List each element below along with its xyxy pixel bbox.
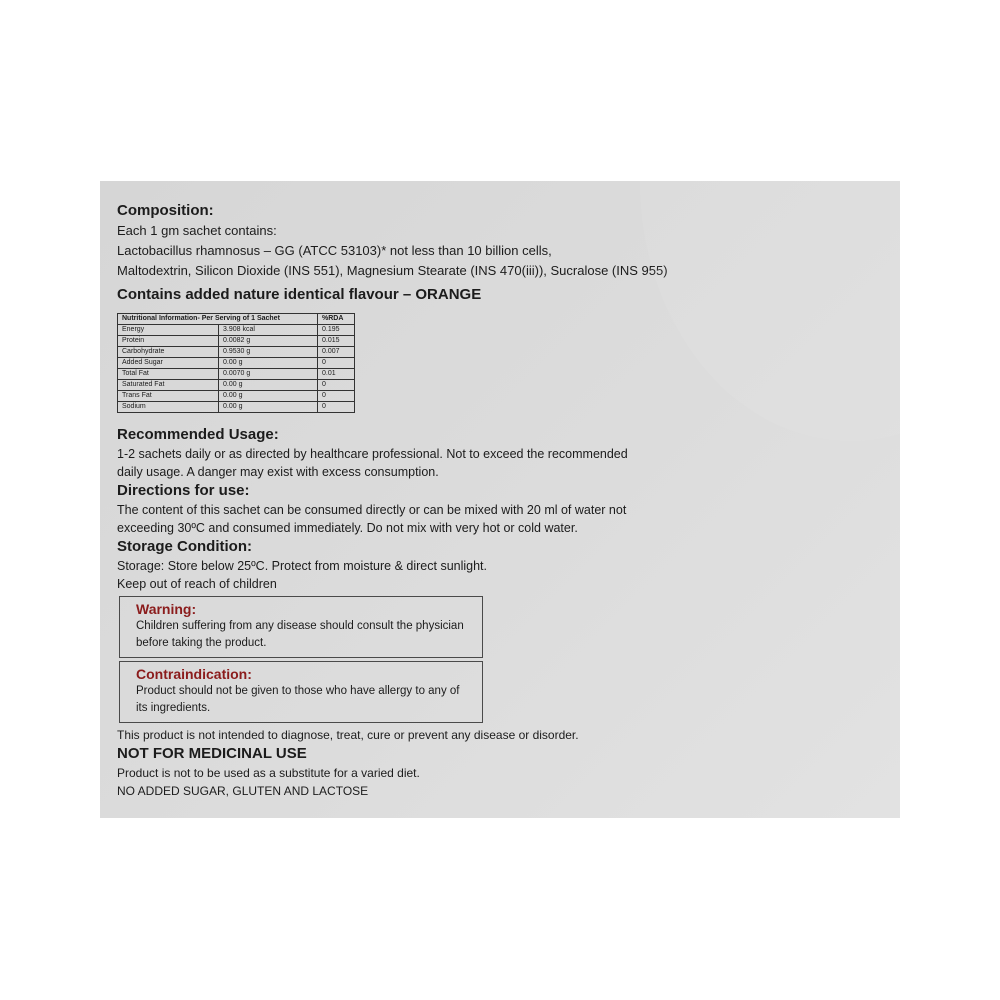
free-from-note: NO ADDED SUGAR, GLUTEN AND LACTOSE — [117, 784, 369, 798]
label-panel — [100, 181, 900, 818]
flavour-heading: Contains added nature identical flavour – ORANGE — [117, 286, 482, 303]
storage-line: Storage: Store below 25ºC. Protect from moisture & direct sunlight. — [117, 559, 488, 573]
nutrient-rda: 0 — [318, 391, 355, 402]
nutrient-value: 0.0070 g — [219, 369, 318, 380]
contraindication-line: Product should not be given to those who have allergy to any of — [136, 685, 460, 697]
nutrition-row — [118, 391, 355, 402]
composition-line: Each 1 gm sachet contains: — [117, 223, 277, 238]
composition-line: Lactobacillus rhamnosus – GG (ATCC 53103)* not less than 10 billion cells, — [117, 243, 552, 258]
nutrient-name: Energy — [118, 325, 219, 336]
nutrition-row — [118, 358, 355, 369]
nutrition-header-row — [118, 314, 355, 325]
nutrition-row — [118, 380, 355, 391]
warning-line: Children suffering from any disease should consult the physician — [136, 620, 464, 632]
nutrient-name: Added Sugar — [118, 358, 219, 369]
nutrition-row — [118, 336, 355, 347]
nutrient-name: Trans Fat — [118, 391, 219, 402]
nutrient-rda: 0.195 — [318, 325, 355, 336]
contraindication-line: its ingredients. — [136, 702, 211, 714]
nutrient-value: 0.0082 g — [219, 336, 318, 347]
nutrition-table — [117, 313, 355, 413]
warning-title: Warning: — [136, 601, 197, 617]
disclaimer: This product is not intended to diagnose, treat, cure or prevent any disease or disorder. — [117, 728, 579, 742]
usage-line: 1-2 sachets daily or as directed by healthcare professional. Not to exceed the recommended — [117, 447, 628, 461]
nutrient-value: 0.9530 g — [219, 347, 318, 358]
nutrient-value: 0.00 g — [219, 380, 318, 391]
nutrient-rda: 0.01 — [318, 369, 355, 380]
substitute-note: Product is not to be used as a substitute for a varied diet. — [117, 766, 420, 780]
label-content — [117, 201, 877, 800]
nutrient-rda: 0.007 — [318, 347, 355, 358]
nutrient-value: 3.908 kcal — [219, 325, 318, 336]
directions-heading: Directions for use: — [117, 482, 250, 499]
nutrient-value: 0.00 g — [219, 358, 318, 369]
nutrition-row — [118, 402, 355, 413]
usage-heading: Recommended Usage: — [117, 426, 279, 443]
nutrient-name: Carbohydrate — [118, 347, 219, 358]
warning-box — [119, 596, 483, 658]
rda-header: %RDA — [318, 314, 355, 325]
warning-line: before taking the product. — [136, 637, 267, 649]
contraindication-title: Contraindication: — [136, 666, 252, 682]
nutrient-rda: 0 — [318, 402, 355, 413]
directions-line: exceeding 30ºC and consumed immediately. Do not mix with very hot or cold water. — [117, 521, 578, 535]
storage-line: Keep out of reach of children — [117, 577, 277, 591]
nutrient-value: 0.00 g — [219, 402, 318, 413]
composition-line: Maltodextrin, Silicon Dioxide (INS 551), Magnesium Stearate (INS 470(iii)), Sucralose (INS 955) — [117, 263, 668, 278]
nutrient-name: Saturated Fat — [118, 380, 219, 391]
nutrient-name: Sodium — [118, 402, 219, 413]
nutrition-row — [118, 347, 355, 358]
nutrition-row — [118, 325, 355, 336]
nutrient-rda: 0 — [318, 358, 355, 369]
nutrient-name: Protein — [118, 336, 219, 347]
directions-line: The content of this sachet can be consumed directly or can be mixed with 20 ml of water not — [117, 503, 627, 517]
nutrient-rda: 0.015 — [318, 336, 355, 347]
nutrient-rda: 0 — [318, 380, 355, 391]
nutrition-header: Nutritional Information- Per Serving of 1 Sachet — [118, 314, 318, 325]
nutrition-row — [118, 369, 355, 380]
nutrient-name: Total Fat — [118, 369, 219, 380]
composition-heading: Composition: — [117, 202, 214, 219]
usage-line: daily usage. A danger may exist with excess consumption. — [117, 465, 439, 479]
not-medicinal-heading: NOT FOR MEDICINAL USE — [117, 745, 307, 762]
nutrient-value: 0.00 g — [219, 391, 318, 402]
storage-heading: Storage Condition: — [117, 538, 252, 555]
contraindication-box — [119, 661, 483, 723]
